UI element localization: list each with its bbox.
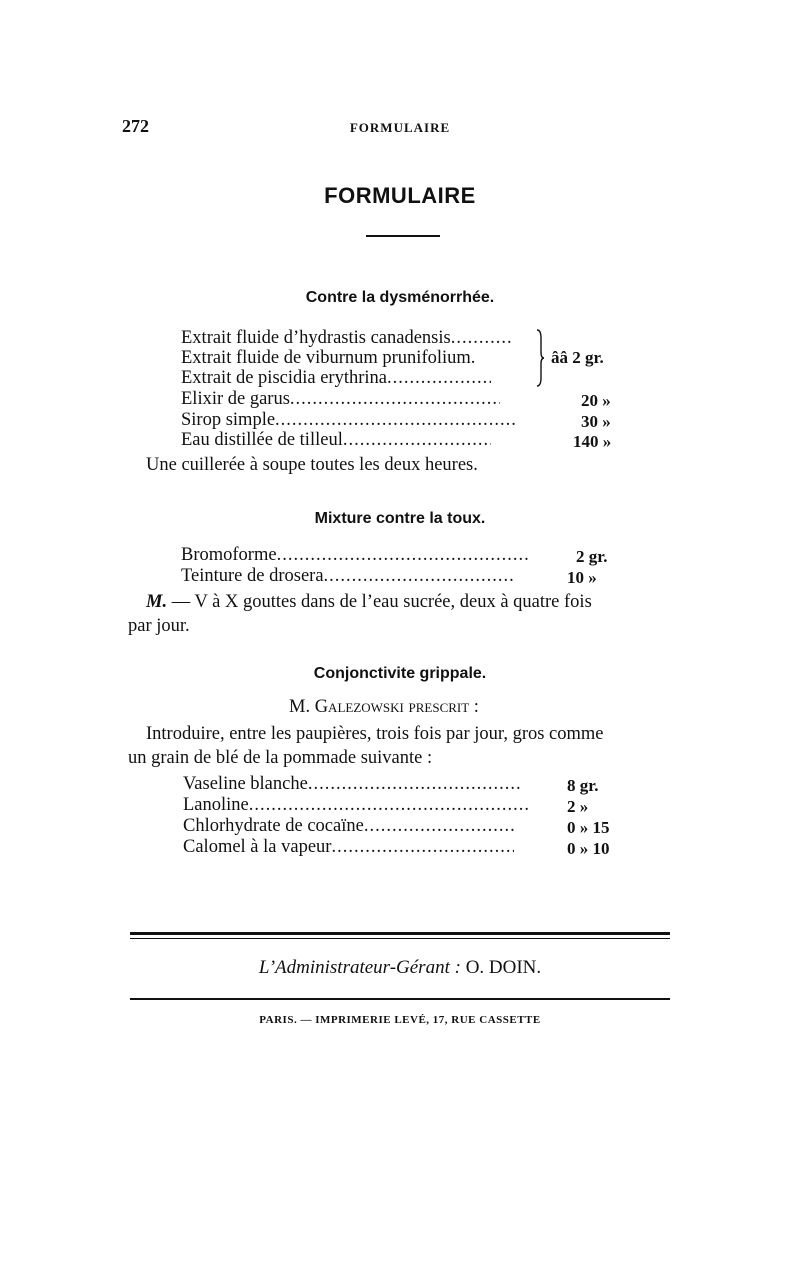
ingredient-quantity: 30 » <box>581 412 611 431</box>
instruction-text-continued: un grain de blé de la pommade suivante : <box>128 748 433 768</box>
dot-leader <box>343 430 491 451</box>
recipe-line <box>183 774 520 795</box>
recipe-line <box>181 348 475 369</box>
ingredient-name: Bromoforme <box>181 545 277 565</box>
dot-leader <box>249 795 531 816</box>
running-title: FORMULAIRE <box>349 120 451 135</box>
recipe-line <box>181 410 515 431</box>
dot-leader <box>277 545 529 566</box>
dot-leader <box>387 368 491 389</box>
ingredient-name: Calomel à la vapeur <box>183 837 332 857</box>
dot-leader <box>308 774 520 795</box>
imprint-rule <box>130 998 670 1000</box>
note-label: M. <box>146 592 168 612</box>
ingredient-name: Eau distillée de tilleul <box>181 430 343 450</box>
recipe-line <box>181 368 491 389</box>
recipe-line <box>183 795 531 816</box>
ingredient-quantity: 140 » <box>573 432 612 451</box>
ingredient-quantity: 0 » 10 <box>567 839 610 858</box>
dot-leader <box>324 566 514 587</box>
recipe-line <box>181 430 491 451</box>
recipe-line <box>181 545 529 566</box>
recipe-line <box>183 816 514 837</box>
section-heading: Contre la dysménorrhée. <box>305 289 495 306</box>
ingredient-quantity: 8 gr. <box>567 776 599 795</box>
ingredient-name: Vaseline blanche <box>183 774 308 794</box>
ingredient-name: Chlorhydrate de cocaïne <box>183 816 364 836</box>
ingredient-name: Extrait fluide d’hydrastis canadensis <box>181 328 451 348</box>
recipe-line <box>183 837 514 858</box>
author-line: M. Galezowski prescrit : <box>289 697 479 717</box>
section-heading: Conjonctivite grippale. <box>313 665 487 682</box>
recipe-line <box>181 566 514 587</box>
note-text: — V à X gouttes dans de l’eau sucrée, deux à quatre fois <box>171 592 592 612</box>
ingredient-name: Teinture de drosera <box>181 566 324 586</box>
instruction-text: Introduire, entre les paupières, trois fois par jour, gros comme <box>146 724 604 744</box>
printer-imprint: PARIS. — IMPRIMERIE LEVÉ, 17, RUE CASSETTE <box>259 1014 541 1026</box>
ingredient-name: Sirop simple <box>181 410 276 430</box>
dot-leader <box>331 837 514 858</box>
footer-double-rule-thick <box>130 932 670 935</box>
dosage-note <box>146 592 592 613</box>
ingredient-quantity: 20 » <box>581 391 611 410</box>
brace-quantity: ââ 2 gr. <box>551 348 604 367</box>
title-rule <box>366 235 440 237</box>
page-title: FORMULAIRE <box>324 183 476 208</box>
ingredient-quantity: 2 gr. <box>576 547 608 566</box>
recipe-line <box>181 389 500 410</box>
footer-double-rule-thin <box>130 938 670 939</box>
ingredient-quantity: 10 » <box>567 568 597 587</box>
brace-icon <box>536 328 544 388</box>
ingredient-quantity: 0 » 15 <box>567 818 610 837</box>
dot-leader <box>290 389 500 410</box>
ingredient-name: Lanoline <box>183 795 249 815</box>
ingredient-quantity: 2 » <box>567 797 589 816</box>
ingredient-name: Extrait de piscidia erythrina <box>181 368 387 388</box>
dosage-note: Une cuillerée à soupe toutes les deux heures. <box>146 455 478 475</box>
signature-role: L’Administrateur-Gérant : <box>258 957 461 978</box>
dot-leader <box>364 816 514 837</box>
signature-line <box>0 957 800 979</box>
section-heading: Mixture contre la toux. <box>314 510 486 527</box>
page-number: 272 <box>122 116 149 136</box>
dosage-note-continued: par jour. <box>128 616 190 636</box>
ingredient-name: Elixir de garus <box>181 389 290 409</box>
signature-name: O. DOIN. <box>465 957 542 978</box>
ingredient-name: Extrait fluide de viburnum prunifolium. <box>181 348 476 368</box>
dot-leader <box>451 328 511 349</box>
recipe-line <box>181 328 511 349</box>
dot-leader <box>275 410 515 431</box>
